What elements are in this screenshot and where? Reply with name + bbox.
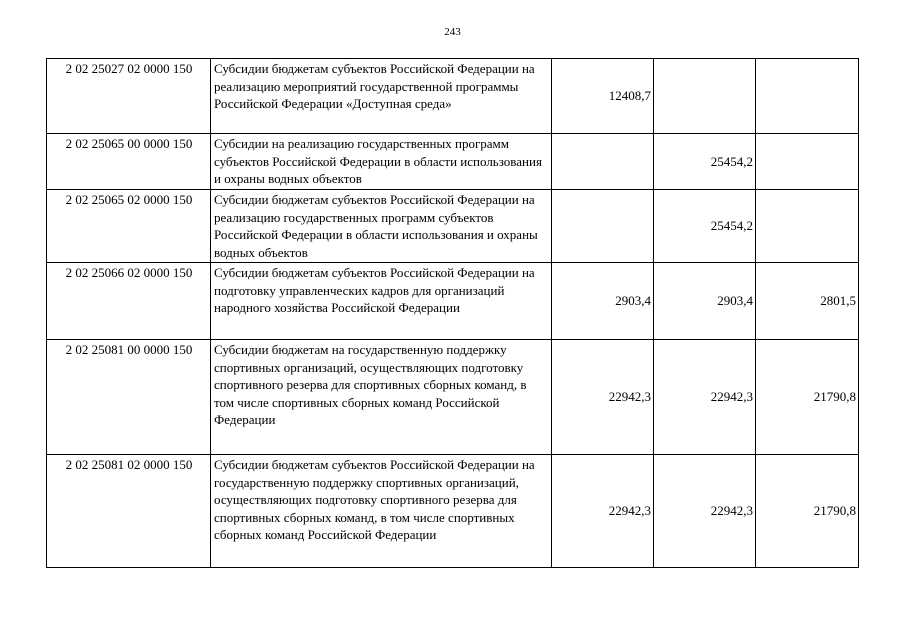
table-row — [47, 340, 859, 455]
revenue-name-cell: Субсидии бюджетам субъектов Российской Федерации на подготовку управленческих кадров для организаций народного хозяйства Российской Федерации — [211, 263, 552, 340]
table-row — [47, 134, 859, 190]
revenue-name-cell: Субсидии на реализацию государственных программ субъектов Российской Федерации в области использования и охраны водных объектов — [211, 134, 552, 190]
amount-year-2-cell: 25454,2 — [654, 134, 756, 190]
amount-year-3-cell — [756, 59, 859, 134]
amount-year-2-cell: 25454,2 — [654, 190, 756, 263]
amount-year-2-cell: 22942,3 — [654, 455, 756, 568]
page-number: 243 — [444, 26, 461, 38]
amount-year-2-cell: 2903,4 — [654, 263, 756, 340]
budget-code-cell: 2 02 25065 02 0000 150 — [47, 190, 211, 263]
amount-year-2-cell — [654, 59, 756, 134]
amount-year-3-cell — [756, 190, 859, 263]
revenue-name-cell: Субсидии бюджетам на государственную поддержку спортивных организаций, осуществляющих подготовку спортивного резерва для спортивных сборных команд, в том числе спортивных сборных команд Российской Федерации — [211, 340, 552, 455]
revenue-name-cell: Субсидии бюджетам субъектов Российской Федерации на реализацию мероприятий государственной программы Российской Федерации «Доступная среда» — [211, 59, 552, 134]
table-row — [47, 59, 859, 134]
amount-year-3-cell — [756, 134, 859, 190]
amount-year-3-cell: 21790,8 — [756, 340, 859, 455]
amount-year-3-cell: 2801,5 — [756, 263, 859, 340]
amount-year-2-cell: 22942,3 — [654, 340, 756, 455]
budget-code-cell: 2 02 25066 02 0000 150 — [47, 263, 211, 340]
amount-year-1-cell: 2903,4 — [552, 263, 654, 340]
revenue-name-cell: Субсидии бюджетам субъектов Российской Федерации на реализацию государственных программ субъектов Российской Федерации в области использования и охраны водных объектов — [211, 190, 552, 263]
amount-year-1-cell: 22942,3 — [552, 455, 654, 568]
amount-year-1-cell: 22942,3 — [552, 340, 654, 455]
table-row — [47, 190, 859, 263]
table-row — [47, 263, 859, 340]
budget-code-cell: 2 02 25027 02 0000 150 — [47, 59, 211, 134]
amount-year-1-cell — [552, 134, 654, 190]
budget-revenue-table — [46, 58, 859, 568]
budget-code-cell: 2 02 25081 00 0000 150 — [47, 340, 211, 455]
table-row — [47, 455, 859, 568]
budget-code-cell: 2 02 25065 00 0000 150 — [47, 134, 211, 190]
amount-year-1-cell — [552, 190, 654, 263]
amount-year-1-cell: 12408,7 — [552, 59, 654, 134]
budget-code-cell: 2 02 25081 02 0000 150 — [47, 455, 211, 568]
revenue-name-cell: Субсидии бюджетам субъектов Российской Федерации на государственную поддержку спортивных организаций, осуществляющих подготовку спортивного резерва для спортивных сборных команд, в том числе спортивных сборных команд Российской Федерации — [211, 455, 552, 568]
amount-year-3-cell: 21790,8 — [756, 455, 859, 568]
